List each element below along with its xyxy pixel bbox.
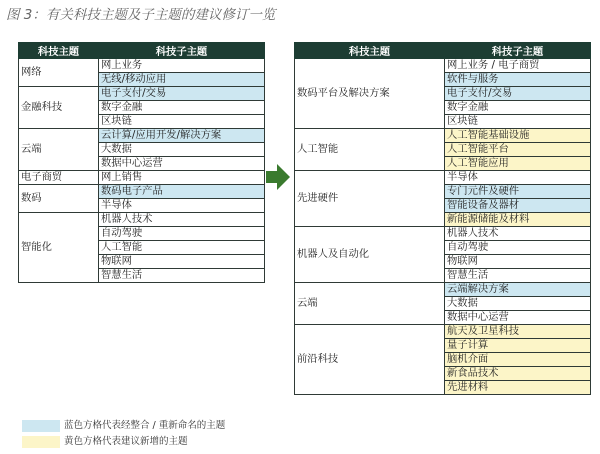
table-row bbox=[19, 171, 265, 185]
table-row bbox=[295, 59, 591, 73]
subtheme-cell: 电子支付/交易 bbox=[99, 87, 265, 101]
subtheme-cell: 自动驾驶 bbox=[99, 227, 265, 241]
subtheme-cell: 物联网 bbox=[445, 255, 591, 269]
theme-cell: 人工智能 bbox=[295, 129, 445, 171]
table-row bbox=[19, 213, 265, 227]
subtheme-cell: 机器人技术 bbox=[99, 213, 265, 227]
subtheme-cell: 软件与服务 bbox=[445, 73, 591, 87]
subtheme-cell: 脑机介面 bbox=[445, 353, 591, 367]
subtheme-cell: 大数据 bbox=[445, 297, 591, 311]
theme-cell: 金融科技 bbox=[19, 87, 99, 129]
theme-column-header: 科技主题 bbox=[19, 43, 99, 59]
table-row bbox=[295, 325, 591, 339]
subtheme-cell: 人工智能 bbox=[99, 241, 265, 255]
table-row bbox=[295, 227, 591, 241]
subtheme-cell: 数码电子产品 bbox=[99, 185, 265, 199]
legend-text: 蓝色方格代表经整合 / 重新命名的主题 bbox=[64, 420, 226, 431]
theme-cell: 网络 bbox=[19, 59, 99, 87]
subtheme-cell: 人工智能平台 bbox=[445, 143, 591, 157]
subtheme-cell: 数字金融 bbox=[99, 101, 265, 115]
subtheme-cell: 专门元件及硬件 bbox=[445, 185, 591, 199]
subtheme-cell: 半导体 bbox=[99, 199, 265, 213]
subtheme-cell: 新能源储能及材料 bbox=[445, 213, 591, 227]
subtheme-cell: 云计算/应用开发/解决方案 bbox=[99, 129, 265, 143]
subtheme-cell: 数据中心运营 bbox=[99, 157, 265, 171]
table-row bbox=[19, 59, 265, 73]
subtheme-cell: 云端解决方案 bbox=[445, 283, 591, 297]
subtheme-cell: 数据中心运营 bbox=[445, 311, 591, 325]
subtheme-cell: 区块链 bbox=[445, 115, 591, 129]
legend-item-yellow bbox=[22, 436, 302, 448]
table-row bbox=[295, 171, 591, 185]
subtheme-cell: 无线/移动应用 bbox=[99, 73, 265, 87]
subtheme-cell: 网上销售 bbox=[99, 171, 265, 185]
subtheme-cell: 人工智能基础设施 bbox=[445, 129, 591, 143]
proposed-theme-table bbox=[294, 42, 591, 395]
theme-cell: 机器人及自动化 bbox=[295, 227, 445, 283]
table-row bbox=[19, 129, 265, 143]
theme-cell: 先进硬件 bbox=[295, 171, 445, 227]
subtheme-column-header: 科技子主题 bbox=[99, 43, 265, 59]
table-row bbox=[19, 185, 265, 199]
legend-item-blue bbox=[22, 420, 302, 432]
subtheme-cell: 智慧生活 bbox=[445, 269, 591, 283]
subtheme-cell: 航天及卫星科技 bbox=[445, 325, 591, 339]
subtheme-cell: 区块链 bbox=[99, 115, 265, 129]
subtheme-cell: 人工智能应用 bbox=[445, 157, 591, 171]
subtheme-cell: 新食品技术 bbox=[445, 367, 591, 381]
theme-cell: 云端 bbox=[19, 129, 99, 171]
subtheme-cell: 量子计算 bbox=[445, 339, 591, 353]
subtheme-column-header: 科技子主题 bbox=[445, 43, 591, 59]
subtheme-cell: 智能设备及器材 bbox=[445, 199, 591, 213]
table-row bbox=[19, 87, 265, 101]
subtheme-cell: 物联网 bbox=[99, 255, 265, 269]
legend-text: 黄色方格代表建议新增的主题 bbox=[64, 436, 188, 447]
theme-column-header: 科技主题 bbox=[295, 43, 445, 59]
current-theme-table bbox=[18, 42, 265, 283]
subtheme-cell: 智慧生活 bbox=[99, 269, 265, 283]
subtheme-cell: 先进材料 bbox=[445, 381, 591, 395]
subtheme-cell: 网上业务 bbox=[99, 59, 265, 73]
table-row bbox=[295, 129, 591, 143]
theme-cell: 智能化 bbox=[19, 213, 99, 283]
legend-swatch-blue bbox=[22, 420, 60, 432]
subtheme-cell: 大数据 bbox=[99, 143, 265, 157]
figure-title: 图 3：有关科技主题及子主题的建议修订一览 bbox=[6, 7, 276, 23]
theme-cell: 电子商贸 bbox=[19, 171, 99, 185]
subtheme-cell: 数字金融 bbox=[445, 101, 591, 115]
theme-cell: 数码 bbox=[19, 185, 99, 213]
subtheme-cell: 网上业务 / 电子商贸 bbox=[445, 59, 591, 73]
theme-cell: 云端 bbox=[295, 283, 445, 325]
arrow-right-icon bbox=[266, 164, 290, 190]
subtheme-cell: 半导体 bbox=[445, 171, 591, 185]
theme-cell: 数码平台及解决方案 bbox=[295, 59, 445, 129]
subtheme-cell: 电子支付/交易 bbox=[445, 87, 591, 101]
table-row bbox=[295, 283, 591, 297]
legend-swatch-yellow bbox=[22, 436, 60, 448]
subtheme-cell: 机器人技术 bbox=[445, 227, 591, 241]
subtheme-cell: 自动驾驶 bbox=[445, 241, 591, 255]
theme-cell: 前沿科技 bbox=[295, 325, 445, 395]
